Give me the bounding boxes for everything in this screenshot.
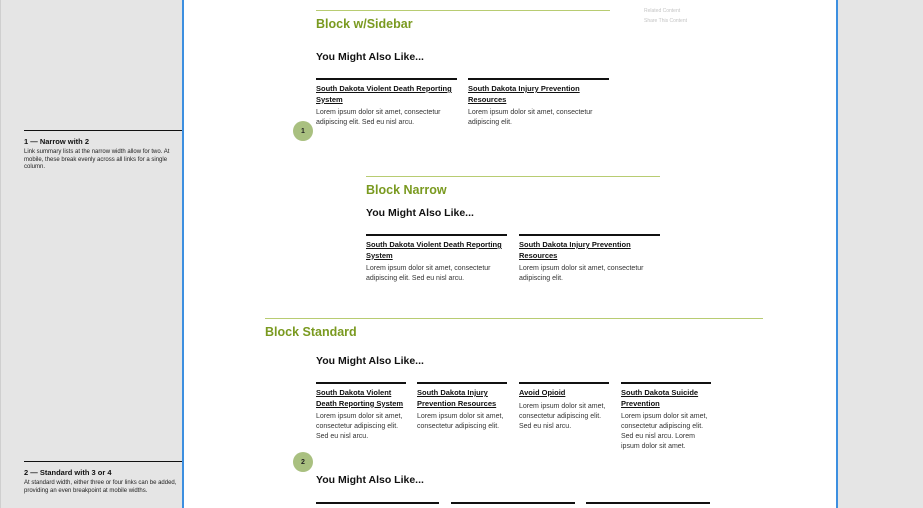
block-divider — [366, 176, 660, 177]
card-summary: Lorem ipsum dolor sit amet, consectetur adipiscing elit. Sed eu nisl arcu. Lorem ipsum dolor sit amet. — [621, 413, 708, 450]
card-link[interactable]: South Dakota Violent Death Reporting System — [316, 84, 452, 104]
card-summary: Lorem ipsum dolor sit amet, consectetur adipiscing elit. Sed eu nisl arcu. — [519, 402, 606, 430]
card-link[interactable]: Avoid Opioid — [519, 388, 566, 397]
annotation-note-2 — [24, 461, 182, 495]
faint-nav-item[interactable]: Share This Content — [644, 18, 687, 24]
link-summary-card — [468, 78, 609, 128]
annotation-badge-2: 2 — [293, 452, 313, 472]
card-summary: Lorem ipsum dolor sit amet, consectetur adipiscing elit. Sed eu nisl arcu. — [366, 265, 491, 282]
block-divider — [265, 318, 763, 319]
card-summary: Lorem ipsum dolor sit amet, consectetur adipiscing elit. — [417, 413, 504, 430]
annotation-title: 1 — Narrow with 2 — [24, 137, 90, 146]
card-top-rule — [316, 502, 439, 504]
annotation-title: 2 — Standard with 3 or 4 — [24, 468, 112, 477]
annotation-badge-1: 1 — [293, 121, 313, 141]
faint-nav-item[interactable]: Related Content — [644, 8, 681, 14]
annotation-description: Link summary lists at the narrow width allow for two. At mobile, these break evenly across all links for a single column. — [24, 149, 170, 170]
you-might-also-like-heading: You Might Also Like... — [316, 51, 424, 63]
link-summary-card — [417, 382, 507, 432]
link-summary-card — [519, 382, 609, 432]
link-summary-card — [316, 78, 457, 128]
card-summary: Lorem ipsum dolor sit amet, consectetur adipiscing elit. Sed eu nisl arcu. — [316, 109, 441, 126]
card-top-rule — [451, 502, 575, 504]
canvas-background — [838, 0, 923, 508]
block-divider — [316, 10, 610, 11]
card-link[interactable]: South Dakota Injury Prevention Resources — [417, 388, 497, 408]
you-might-also-like-heading: You Might Also Like... — [316, 355, 424, 367]
card-summary: Lorem ipsum dolor sit amet, consectetur adipiscing elit. — [519, 265, 644, 282]
faint-sidebar-nav — [644, 6, 687, 26]
block-title-standard: Block Standard — [265, 325, 357, 339]
card-link[interactable]: South Dakota Injury Prevention Resources — [468, 84, 580, 104]
card-link[interactable]: South Dakota Violent Death Reporting System — [366, 240, 502, 260]
block-title-sidebar: Block w/Sidebar — [316, 17, 413, 31]
card-link[interactable]: South Dakota Suicide Prevention — [621, 388, 699, 408]
link-summary-card — [519, 234, 660, 284]
block-title-narrow: Block Narrow — [366, 183, 447, 197]
you-might-also-like-heading: You Might Also Like... — [316, 474, 424, 486]
annotation-note-1 — [24, 130, 182, 172]
you-might-also-like-heading: You Might Also Like... — [366, 207, 474, 219]
card-link[interactable]: South Dakota Violent Death Reporting System — [316, 388, 404, 408]
link-summary-card — [621, 382, 711, 452]
design-artboard — [182, 0, 838, 508]
annotation-rail — [0, 0, 183, 508]
card-summary: Lorem ipsum dolor sit amet, consectetur adipiscing elit. Sed eu nisl arcu. — [316, 413, 403, 440]
card-top-rule — [586, 502, 710, 504]
annotation-description: At standard width, either three or four links can be added, providing an even breakpoint at mobile widths. — [24, 480, 177, 494]
link-summary-card — [316, 382, 406, 442]
card-link[interactable]: South Dakota Injury Prevention Resources — [519, 240, 631, 260]
link-summary-card — [366, 234, 507, 284]
card-summary: Lorem ipsum dolor sit amet, consectetur adipiscing elit. — [468, 109, 593, 126]
